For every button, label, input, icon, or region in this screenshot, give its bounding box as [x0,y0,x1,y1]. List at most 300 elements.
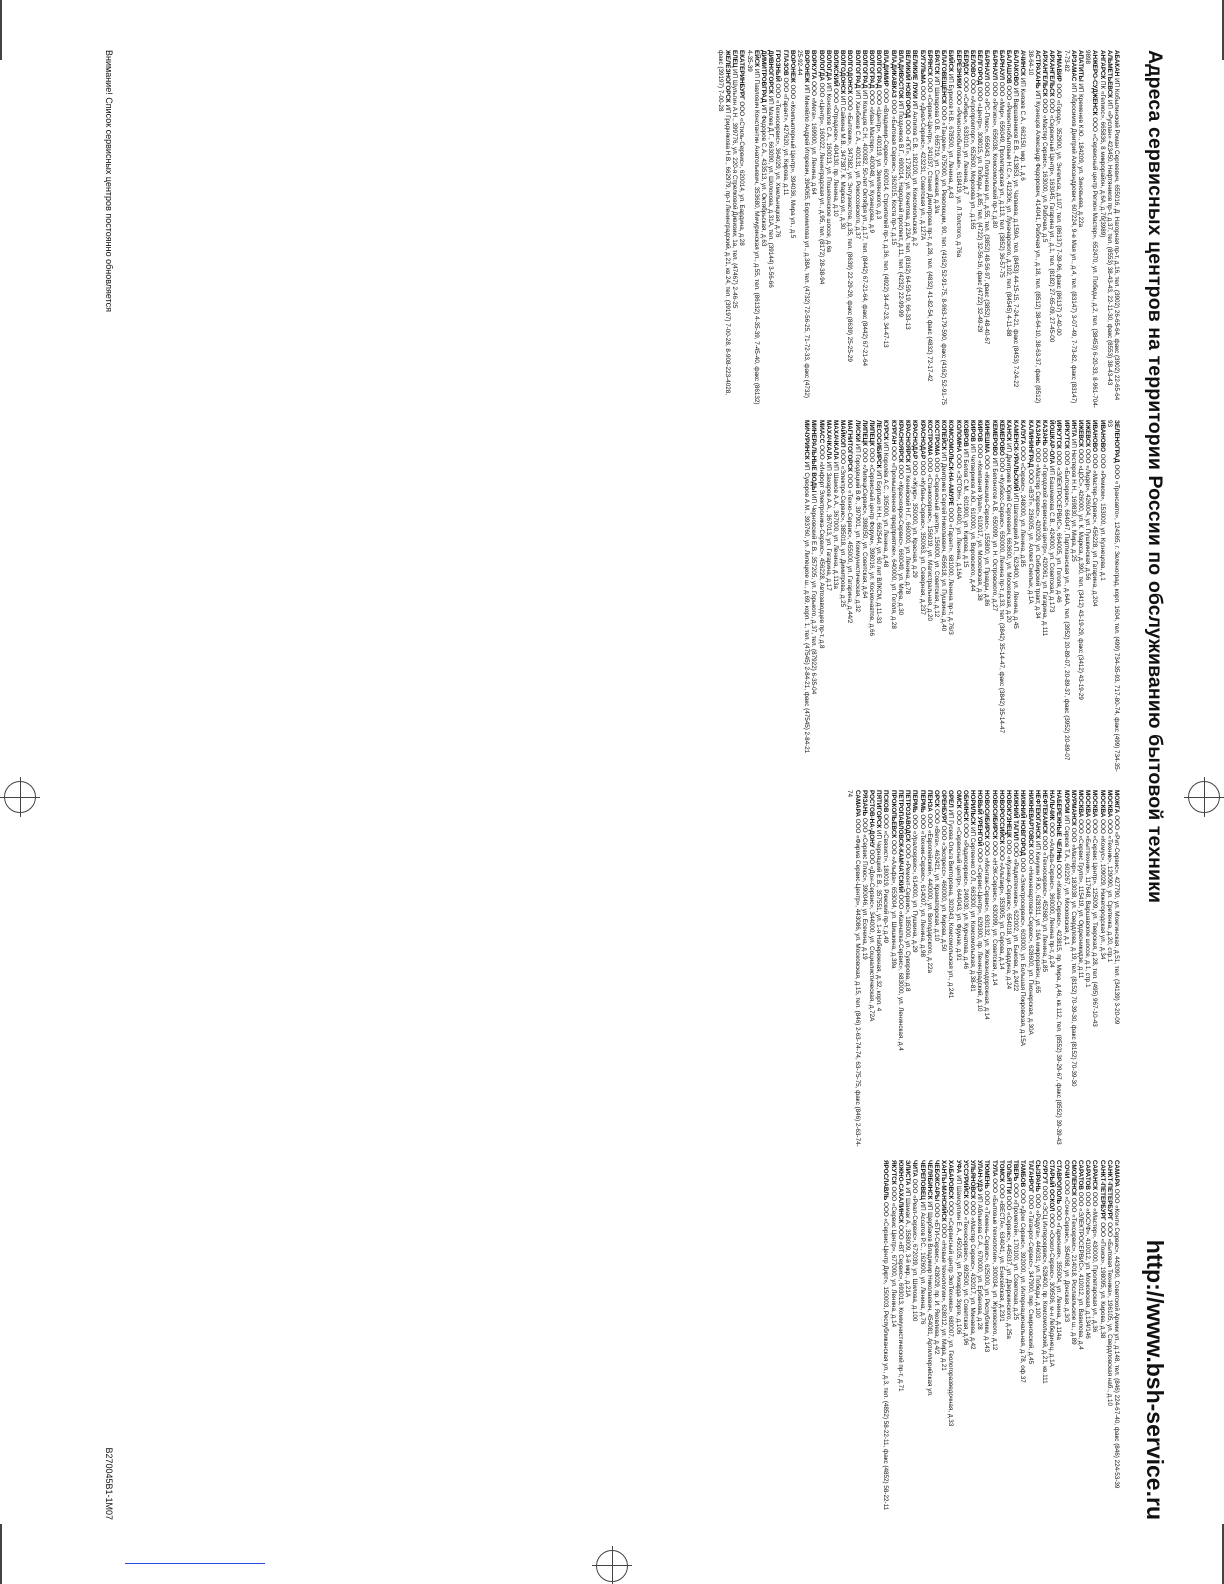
city-name: САРАТОВ [1084,1160,1092,1190]
address-text: ООО «Ремонтнобытовые Н.С.», 412306, ул. Луначарского, д.102, тел. (84545) 4-11-88 [1004,85,1012,337]
address-entry [839,420,846,778]
city-name: МАГНИТОГОРСК [846,420,854,472]
address-entry [868,50,875,408]
city-name: КИРОВ [976,420,984,442]
address-text: ООО «Уралсервис», 614000, ул. Пушкина, д.29 [911,814,919,953]
address-entry [875,50,882,408]
address-text: ИП Кинукин Я.Ю., 628311, ул. 16А микрорайон, д.65 [1033,840,1041,994]
city-name: КРАСНОДАР [918,420,926,460]
address-entry [947,1160,954,1518]
address-text: ООО «Агропромторг», 652600, Морозова ул., д.165 [968,79,976,230]
address-text: ИП «Руслан» 423450, Нефтяников пр-т, д.37, тел. (8553) 38-43-43, 22-11-30, факс (8553) 38-43-43 [1105,99,1113,386]
city-name: КЕМЕРОВО [990,420,998,456]
address-entry [1084,790,1091,1148]
address-text: ООО «Сервис Групп», 115419, ул. Орджоникидзе, д.11 [1076,819,1084,979]
address-text: ООО «Сочи-Сервис», 354068, ул. Донская, д.3/3 [1062,1180,1070,1322]
address-text: ООО «ЭСТОН», 140400, ул. Ленина, д.16А [954,454,962,580]
address-entry [731,50,738,408]
address-text: ООО «Связист», 180019, Рижский пр-т, д.49 [882,814,890,943]
city-name: ПЕТРОЗАВОДСК [904,790,912,843]
city-name: ЛИПЕЦК [868,420,876,447]
city-name: НОВОСИБИРСК [990,790,998,840]
address-entry [1113,50,1120,408]
address-text: ИП Черняцкий Е.В., 357551, ул. 1-я Набережная, д.32, корп. 4 [875,830,883,1012]
city-name: ПЯТИГОРСК [875,790,883,829]
address-text: ИП Абросимов Дмитрий Александрович, 607224, 9-е Мая ул., д.4, тел. (83147) 3-07-49, 7-73-82, факс (83147) 7-73-82 [1062,50,1077,404]
city-name: МОСКВА [1105,790,1113,818]
address-text: ООО «Экспресс», 460000, ул. Кирова, д.50 [940,825,948,952]
address-text: ПК «Гелиос», 665836, 8 микрорайон, д.6А, д.7б(3989) [1098,81,1106,238]
city-name: АНЖЕРО-СУДЖЕНСК [1091,50,1099,116]
city-name: КАЗАНЬ [1040,420,1048,446]
address-text: ООО «Владимир-Сервис», 600014, Строителей пр-т, д.36, тел. (4922) 34-47-23, 34-47-13 [882,88,890,348]
address-text: ИП Белов С.М., 601900, ул. Кирова, д.15 [961,448,969,568]
city-name: МАЙКОП [839,420,847,448]
address-entry [947,790,954,1148]
address-text: ООО «Сервис Центр», 125009, ул. Тверская, д.28, тел. (495) 967-10-43 [1091,819,1099,1027]
address-entry [918,790,925,1148]
address-entry [1026,50,1040,408]
address-text: ООО «Альфа-Сервис», 360000, Ленина пр-т, д.24 [1048,822,1056,968]
address-entry [962,420,969,778]
city-name: КУРСК [882,420,890,441]
address-text: ООО «Реал-Сервис», 672039, ул. Шилова, д.100 [911,1178,919,1322]
address-entry [825,50,832,408]
address-entry [1041,50,1048,408]
address-text: ООО «Кузбасс-Сервис», 650000, Ленина пр-т, д.33, тел. (3842) 35-14-47, факс (3842) 35-14-47 [997,457,1005,734]
city-name: ЛИПЕЦК [860,420,868,447]
address-text: ООО «Лидер», 426004, ул. Пушкинская, д.56 [1084,448,1092,581]
address-entry [1106,790,1113,1148]
address-entry [1041,790,1048,1148]
city-name: ГЛАЗОВ [781,50,789,76]
address-entry [1019,420,1026,778]
address-text: ООО «Городской сервисный центр», 420061, ул. Гагарина, д.111 [1040,447,1048,637]
city-name: ОБНИНСК [961,790,969,822]
website-link[interactable]: http://www.bsh-service.ru [1142,1239,1168,1520]
address-text: ООО «Техно-Сервис», 455000, ул. Гагарина, д.44/2 [846,473,854,624]
city-name: ПЕРМЬ [918,790,926,813]
city-name: ДИМИТРОВГРАД [760,50,768,103]
city-name: ВЕЛИКИЕ ЛУКИ [911,50,919,99]
city-name: МУРМАНСК [1069,790,1077,827]
city-name: МАХАЧКАЛА [824,420,832,460]
address-entry [846,420,853,778]
city-name: АЧИНСК [1019,50,1027,76]
address-entry [990,50,997,408]
address-text: ИП Федоров С.А., 433513, ул. Октябрьская, д.63 [760,104,768,247]
city-name: НОВОСИБИРСК [983,790,991,840]
address-entry [969,1160,976,1518]
address-text: ИП Князев С.А., 662150, мкр. 1, д.6 [1019,77,1027,181]
registration-mark-left [0,777,40,817]
city-name: АРХАНГЕЛЬСК [1040,50,1048,97]
address-entry [897,1160,904,1518]
city-name: НОВОРОССИЙСК [997,790,1005,845]
address-entry [1012,790,1019,1148]
address-entry [976,790,983,1148]
address-text: ООО «Гарант», 681000, Ленина пр-т, д.76/3 [947,507,955,635]
city-name: ВОЛГОГРАД [868,50,876,89]
address-entry [1106,1160,1113,1518]
address-text: ООО «Иван Мастер», 400048, ул. Кузнецова, д.9 [868,90,876,234]
address-entry [1055,50,1062,408]
address-entry [1048,790,1055,1148]
address-entry [853,50,860,408]
address-entry [911,420,918,778]
address-text: ИП Нестеров Н.Н., 169830, ул. Мира, д.25 [1069,438,1077,562]
address-text: ООО «Техносервис», 692500, ул. Советская, д.96 [961,1200,969,1346]
address-text: ООО «Кинешма-Сервис», 155800, ул. Правды, д.86 [983,455,991,607]
city-name: АРХАНГЕЛЬСК [1048,50,1056,97]
address-text: ООО «Мастер-Сервис», 456228, ул. Гагарина, д.204 [1091,453,1099,607]
address-text: ООО «Техник-Сервис», 614007, ул. Ленина, д.98 [918,814,926,957]
city-name: МОСКВА [1076,790,1084,818]
address-text: ООО «ВЕСТА», 634041, ул. Енисейская, д.23/1 [997,1183,1005,1322]
address-entry [904,790,911,1148]
address-text: ИП Малев Д.Г., 663090, ул. Шолохова, д.31А, тел. (39144) 3-56-66 [767,95,775,288]
city-name: БАРНАУЛ [997,50,1005,80]
address-text: ООО «Бытовая Техника», 196105, ул. Свердловская наб., д.10 [1105,1222,1113,1407]
address-text: ИП Дмитриев Юрий Сергеевич, 663600, ул. Московская, д.20 [1004,443,1012,623]
address-entry [969,790,976,1148]
address-text: ИП Черновский Е.В., 357205, ул. Горького, д.37, тел. (87922) 6-35-04 [810,494,818,695]
address-text: ООО «Сибирь», 633010, ул. Ленина, д.7 [961,77,969,195]
city-name: ОРЕЛ [947,790,955,808]
address-text: ООО «Бытовик», 347382, ул. Энтузиастов, д.35, тел. (8639) 22-29-29, факс (8639) 25-25-29 [846,95,854,362]
address-entry [918,50,925,408]
address-text: ООО «Сервисный центр», 156000, ул. Советская, д.12 [932,457,940,618]
city-name: ИРКУТСК [1062,420,1070,449]
address-entry [954,50,961,408]
city-name: КРАСНОЯРСК [904,420,912,463]
address-entry [1091,790,1098,1148]
address-entry [1012,420,1019,778]
address-text: ООО «Сервисный центр Регион Мастер», 652470, ул. Победы, д.2, тел. (38453) 6-20-33, 8-961-704-9898 [1084,50,1099,408]
address-text: ООО «Альфа», 653004, ул. Шишкина, д.39а [889,839,897,969]
address-entry [990,1160,997,1518]
address-text: ИП Бортько Н.Н., 662544, ул. 60 лет ВЛКСМ, д.11-33 [875,470,883,624]
city-name: МОСКВА [1084,790,1092,818]
address-text: ООО «Мастер», 430000, Пролетарская ул., д.36 [1091,1191,1099,1333]
address-text: ООО «Сервисный центр», 644043, ул. Фрунзе, д.91 [954,810,962,961]
address-entry [853,420,860,778]
address-text: ООО «Мастер Сервис», 163000, ул. Рабочая, д.5 [1040,98,1048,243]
address-entry [897,50,904,408]
address-text: ООО «Мастер», 183038, ул. Свердлова, д.19, тел. (8152) 70-39-30, факс (8152) 70-39-30 [1069,827,1077,1087]
address-text: ООО «ЭСЦ Интерсервис», 628400, пр. Комсомольский, д.21, кв.111 [1040,1185,1048,1384]
address-entry [940,420,947,778]
address-entry [868,420,875,778]
city-name: ЛИСКИ [853,420,861,442]
city-name: УФА [954,1160,962,1174]
city-name: АПАТИТЫ [1076,50,1084,82]
city-name: КАНСК [1004,420,1012,442]
address-entry [803,420,810,778]
address-entry [839,50,846,408]
address-entry [861,790,868,1148]
bottom-underline [125,1563,265,1564]
city-name: СТАРЫЙ ОСКОЛ [1048,1160,1056,1212]
city-name: ЭЛИСТА [904,1160,912,1186]
address-text: ИП Миняйло Андрей Игоревич, 394065, Бороимлова ул., д.38А, тел. (4732) 72-56-25, 71-72-33, факс (4732) 25-92-44 [796,50,811,398]
city-name: КЕМЕРОВО [997,420,1005,456]
address-text: ООО «Сервисный Центр», 163045, Гагарина ул., д.1, тел. (8182) 27-65-09, 27-45-00 [1048,98,1056,343]
address-text: ООО «Техносервис», 364029, ул. Хмельницкая, д.76 [774,83,782,238]
address-text: ИП Городецкий В.Ф., 397901, ул. Коммунистическая, д.32 [853,443,861,613]
address-entry [926,790,933,1148]
city-name: САНКТ-ПЕТЕРБУРГ [1105,1160,1113,1221]
address-text: ИП Гриднякова Н.В., 662979, пр-т Ленинградский, д.21, кв.24, тел. (39197) 7-00-28, 8-908-223-4028, факс (39197) 7-00-28 [716,50,732,395]
address-text: ИП Ханбеков С.А., 400131, ул. Рокоссовского, д.37 [853,90,861,240]
address-text: ООО «Сервис Плюс», 390046, ул. Есенина, д.19 [860,817,868,960]
city-name: ТВЕРЬ [1012,1160,1020,1182]
city-name: ЧЕЛЯБИНСК [925,1160,933,1200]
city-name: КИРОВ [968,420,976,442]
city-name: ИНТА [1069,420,1077,438]
address-entry [933,790,940,1148]
address-text: ООО «Регион», 656038, Комсомольский пр-т, д.80 [990,81,998,229]
address-entry [918,1160,925,1518]
address-entry [1062,420,1069,778]
header [1124,50,1170,1520]
address-entry [1106,420,1120,778]
address-text: ООО «Дом Сервис», 392000, ул. Интернациональная, д.78, оф.37 [1019,1188,1027,1383]
address-text: ИП Белоногов А.В., 650099, ул. Н. Островского, д.27 [990,457,998,612]
city-name: СУРГУТ [1040,1160,1048,1184]
address-text: ИП Дмитриев Сергей Николаевич, 456618, ул. Пушкина, д.40 [940,452,948,632]
address-entry [998,1160,1005,1518]
address-text: ООО «Комус», 109029, Нижегородская ул., д.34 [1098,819,1106,960]
address-entry [1055,1160,1062,1518]
address-entry [962,50,969,408]
city-name: НАЛЬЧИК [1048,790,1056,821]
address-column-4 [882,1160,1120,1518]
city-name: КОСТРОМА [925,420,933,456]
city-name: ВОЛГОДОНСК [839,50,847,95]
city-name: ОРСК [932,790,940,808]
address-text: ООО «Отрадное», 404130, пр. Ленина, д.10 [832,88,840,217]
city-name: ИВАНОВО [1091,420,1099,453]
address-text: ООО «Тандем», 675000, ул. Революции, 90, тел. (4162) 52-91-75, 8-963-179-590, факс (4162) 52-91-75 [940,105,948,405]
city-name: АСТРАХАНЬ [1033,50,1041,89]
city-name: ОМСК [954,790,962,809]
city-name: КУРГАН [889,420,897,445]
address-text: ООО «Камчатка-Сервис», 683000, ул. Ленинская, д.4 [896,894,904,1051]
city-name: АРЗАМАС [1069,50,1077,82]
address-entry [846,790,860,1148]
address-text: ООО «Техсервис», 214018, Рославльское ш., д.89 [1069,1197,1077,1345]
city-name: БАЛАКОВО [1012,50,1020,86]
address-entry [1041,420,1048,778]
address-text: ООО «Кама-Сервис», 423815, пр. Мира, д.46, кв.112, тел. (8552) 39-29-67, факс (8552) 39-39-43 [1055,864,1063,1145]
city-name: КАМЕНСК-УРАЛЬСКИЙ [1012,420,1020,492]
address-entry [954,790,961,1148]
address-entry [1005,790,1012,1148]
address-entry [1091,1160,1098,1518]
city-name: КОМСОМОЛЬСК-НА-АМУРЕ [947,420,955,506]
address-text: ООО «Вега», 462421, ул. Краматорская, д.10 [932,809,940,942]
address-text: ИП Шамак А., 358009, 3-й мкр., д.21А [904,1187,912,1298]
address-entry [962,790,969,1148]
address-text: ИП Поздняков В.Г., 690014, Народный проспект, д.11, тел. (4232) 22-99-99 [896,100,904,318]
address-text: ООО «Инфорт Электроника-Сервис», 456228, Автозаводцев пр-т, д.8 [817,445,825,649]
address-text: ООО «Город», 352900, ул. Энгельса, д.107, тел. (86137) 7-39-96, факс (86137) 2-40-00 [1055,83,1063,336]
address-entry [1106,50,1113,408]
address-entry [1041,1160,1048,1518]
address-text: ИП Башмакова С.В., 424000, ул. Советская, д.173 [1048,465,1056,613]
city-name: ИЖЕВСК [1076,420,1084,448]
address-text: ООО «Монтаж-Сервис», 630132, ул. Железнодорожная, д.14 [983,841,991,1020]
address-entry [990,420,997,778]
city-name: ВОЛОГДА [817,50,825,81]
address-entry [882,790,889,1148]
address-text: ООО «Стиль-Сервис», 620014, ул. Бардина, д.28 [738,101,746,246]
footnote: Внимание! Список сервисных центров постоянно обновляется [104,50,114,313]
city-name: БАРНАУЛ [990,50,998,80]
address-entry [983,790,990,1148]
address-text: ИП Щербаков Владимир Николаевич, 454081, Артиллерийская ул. [925,1201,933,1397]
address-entry [1098,790,1105,1148]
address-text: ООО «Промышленное предприятие», 640000, ул. Гоголя, д.28 [889,446,897,629]
registration-mark-right [1184,777,1224,817]
address-text: ИП Аблыкова С.А., 670000, ул. Ербанова, д.28 [976,1193,984,1330]
address-entry [911,50,918,408]
address-entry [1019,50,1026,408]
address-entry [1113,1160,1120,1518]
address-entry [810,420,817,778]
address-entry [796,50,810,408]
crop-mark-top-left [0,0,2,60]
address-entry [875,420,882,778]
address-entry [890,1160,897,1518]
address-text: ООО «Мега», 169900, ул. Ленина, д.64 [810,81,818,195]
city-name: КАЛУГА [1019,420,1027,445]
city-name: ВЕЛИКИЙ НОВГОРОД [904,50,912,119]
address-text: ИП Сергеенко О.Л., 663300, ул. Комсомольская, д.38-81 [968,827,976,992]
address-text: ООО «Электро-Сервис», 385018, ул. Димитрова, д.25 [839,449,847,608]
address-text: ООО «Диал-Сервис», 423231, Советская ул., д.127А [918,85,926,241]
address-text: ООО «ЦОС», 426000, ул. К. Маркса, д.390, тел. (3412) 43-19-29, факс (3412) 43-19-29 [1076,448,1084,700]
address-text: ООО «Оскол-Сервис», 309506, м-н Лебединец, д.1А [1048,1213,1056,1367]
address-entry [983,50,990,408]
address-entry [1077,420,1084,778]
city-name: ЛЕСОСИБИРСК [875,420,883,469]
address-entry [940,1160,947,1518]
city-name: ТОЛЬЯТТИ [1004,1160,1012,1194]
address-text: ООО «Жукр», 350000, ул. Красная, д.29 [911,460,919,578]
address-text: ИП Королёв А.С., 305000, ул. Ленина, д.48 [882,442,890,568]
address-entry [1084,1160,1091,1518]
address-entry [861,420,868,778]
city-name: ТАГАНРОГ [1026,1160,1034,1193]
address-text: ООО «Гармония», 355004, ул. Ленина, д.114а [1055,1205,1063,1340]
document-code: B270045B1-1M07 [104,1447,114,1520]
address-entry [983,420,990,778]
address-text: ООО «Кузнецк-Сервис», 654018, ул. Бардина, д.24 [1004,839,1012,989]
city-name: БИЙСК [947,50,955,72]
address-entry [825,420,832,778]
address-text: ИП Коновалов С.А., 160013, ул. Пошехонское шоссе, д.6в [824,82,832,253]
address-text: ИП Шамов А.А., 367000, ул. Ленина, д.113а [832,461,840,589]
address-entry [976,420,983,778]
address-text: ООО «ЭЛЕКТРОСЕРВИС», 410012, ул. Вавилова, д.4 [1076,1191,1084,1350]
city-name: ЧЕРЕПОВЕЦ [918,1160,926,1200]
address-entry [904,1160,911,1518]
address-text: ИП Шапарова О.В., 665719, ул. Снежная, д.3/а [932,76,940,214]
address-entry [1012,50,1019,408]
city-name: СТАВРОПОЛЬ [1055,1160,1063,1205]
address-column-3 [846,790,1120,1148]
address-entry [1005,50,1012,408]
address-entry [760,50,767,408]
address-text: ИП Суворов А.М., 393760, ул. Липецкое ш., д.69, корп. 1, тел. (47545) 2-84-21, факс (47545) 2-84-21 [803,461,811,754]
page-title: Адреса сервисных центров на территории России по обслуживанию бытовой техники [1144,50,1166,904]
address-entry [890,50,897,408]
city-name: АНГАРСК [1098,50,1106,80]
address-entry [933,1160,940,1518]
city-name: МИЧУРИНСК [803,420,811,460]
city-name: НЕФТЕКАМСК [1040,790,1048,834]
city-name: ВОРОНЕЖ [803,50,811,83]
city-name: БЛАГОВЕЩЕНСК [940,50,948,105]
city-name: МАХАЧКАЛА [832,420,840,460]
city-name: МОСКВА [1098,790,1106,818]
city-name: КОСТРОМА [932,420,940,456]
address-text: ООО «ЮСУФ», 410012, ул. Московская, д.134/146 [1084,1191,1092,1339]
address-entry [817,50,824,408]
address-text: ООО «Мир», 656049, Пролетарская ул., д.113, тел. (3852) 36-57-75 [997,81,1005,278]
address-entry [1070,1160,1077,1518]
address-entry [1019,1160,1026,1518]
city-name: ЕЙСК [752,50,760,68]
city-name: АЛЬМЕТЬЕВСК [1105,50,1113,99]
city-name: УЛЬЯНОВСК [968,1160,976,1200]
address-entry [1048,1160,1055,1518]
city-name: КАЛИНИНГРАД [1026,420,1034,468]
address-text: ООО «Сервисный центр Форум», 398016, ул. Космонавтов, д.66 [868,447,876,637]
address-text: ИП Кременев К.Ю., 184209, ул. Зиновьева, д.22а [1076,83,1084,228]
address-entry [947,50,954,408]
address-text: ООО «Нижневартовск-Сервис», 628600, ул. Пионерская, д.30А [1026,849,1034,1035]
city-name: МОЖГА [1113,790,1120,814]
city-name: ВОЛГОГРАД [853,50,861,89]
city-name: БАРНАУЛ [983,50,991,80]
address-text: ИП Ассатов Р.С., 162600, ул. Ленина, д.76 [918,1201,926,1325]
address-text: ИП Шаговицкий А.П., 623400, ул. Ленина, д.45 [1012,493,1020,629]
city-name: ВОЛГОГРАД [860,50,868,89]
address-entry [897,420,904,778]
city-name: ТЮМЕНЬ [983,1160,991,1189]
address-text: ООО «Быттехник», 117648, Варшавское шоссе, д.1, стр.1 [1084,819,1092,988]
city-name: ЙОШКАР-ОЛА [1048,420,1056,465]
city-name: ВОЛГОГРАД [875,50,883,89]
city-name: ВОЛЖСКИЙ [832,50,840,87]
address-entry [926,1160,933,1518]
address-text: ООО «Рит-Сервис», 427790, ул. Можгинская, д.51, тел. (34139) 3-20-09 [1113,815,1120,1025]
address-columns [120,50,1120,1520]
address-text: ООО «Дон-Сервис», 344000, ул. Социалистическая, д.72А [868,849,876,1022]
address-entry [1113,790,1120,1148]
address-entry [911,790,918,1148]
address-text: ООО «Европейский», 440000, ул. Володарского, д.22а [925,813,933,973]
city-name: АРМАВИР [1055,50,1063,82]
city-name: ТАМБОВ [1019,1160,1027,1188]
address-text: ООО «Центр», 160022, Ленинградская ул., д.95, тел. (8172) 28-38-94 [817,82,825,285]
address-text: ООО «Центр», 308015, ул. Победы, д.85, тел. (4722) 32-56-16, факс (4722) 32-49-29 [976,86,984,333]
city-name: ПЕНЗА [925,790,933,812]
city-name: ДИВНОГОРСК [767,50,775,94]
